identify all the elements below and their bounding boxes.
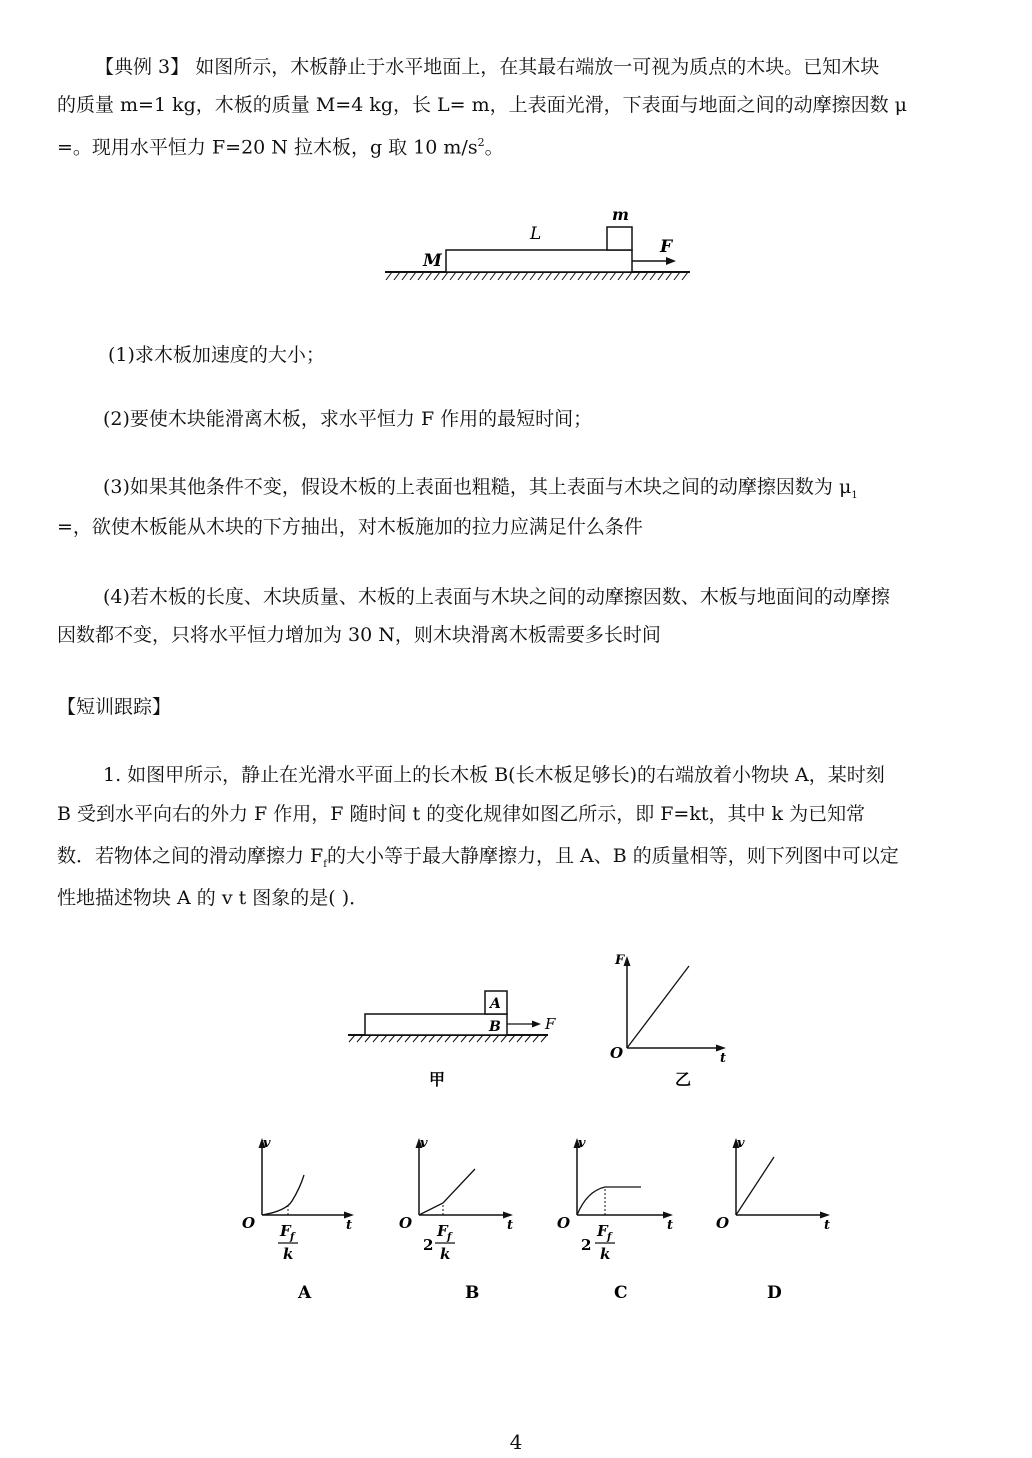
question-3-sub: 1 — [851, 489, 858, 501]
A-mark-sub: f — [290, 1232, 295, 1243]
example-text-3a: =。现用水平恒力 F=20 N 拉木板，g 取 10 m/s — [57, 136, 478, 159]
example-label: 【典例 3】 — [95, 56, 190, 78]
B-mark-sub: f — [447, 1232, 452, 1243]
example-line-1 — [57, 48, 977, 86]
question-1: (1)求木板加速度的大小； — [108, 344, 325, 366]
option-B-graph — [395, 1133, 525, 1308]
A-mark-num: F — [280, 1222, 291, 1240]
yi-caption: 乙 — [675, 1070, 692, 1089]
D-v-line — [736, 1157, 774, 1215]
training-line-4: 性地描述物块 A 的 v t 图象的是( )． — [57, 887, 369, 909]
C-mark-sub: f — [607, 1232, 612, 1243]
wooden-block — [607, 227, 632, 250]
yi-y-arrow — [624, 956, 631, 966]
yi-label-t: t — [720, 1051, 727, 1066]
question-4-line-1 — [57, 578, 977, 616]
yi-F-line — [627, 966, 689, 1048]
D-label-v: v — [737, 1136, 745, 1151]
D-label-O: O — [716, 1214, 730, 1232]
label-L: L — [530, 224, 542, 244]
training-text-1: 1. 如图甲所示，静止在光滑水平面上的长木板 B(长木板足够长)的右端放着小物块 A，某时刻 — [103, 764, 885, 786]
D-option-letter: D — [767, 1283, 782, 1303]
label-m: m — [612, 205, 629, 224]
force-arrow-head — [666, 257, 676, 265]
label-M: M — [423, 251, 442, 271]
ground-hatch — [386, 272, 688, 280]
board-figure — [380, 200, 700, 295]
jia-label-A: A — [490, 996, 501, 1012]
training-text-3b: 的大小等于最大静摩擦力，且 A、B 的质量相等，则下列图中可以定 — [326, 845, 899, 867]
A-option-letter: A — [298, 1283, 312, 1303]
B-mark-num: F — [437, 1222, 448, 1240]
B-v-line — [419, 1169, 475, 1215]
jia-force-arrow-head — [532, 1021, 541, 1028]
C-label-v: v — [578, 1136, 586, 1151]
A-label-v: v — [263, 1136, 271, 1151]
example-text-3b: 。 — [484, 136, 504, 159]
yi-label-O: O — [610, 1044, 624, 1062]
C-mark-den: k — [600, 1245, 611, 1263]
question-3-text: (3)如果其他条件不变，假设木板的上表面也粗糙，其上表面与木块之间的动摩擦因数为 μ — [103, 476, 852, 498]
B-label-t: t — [507, 1218, 514, 1233]
option-A-graph — [238, 1133, 368, 1308]
example-line-2: 的质量 m=1 kg，木板的质量 M=4 kg，长 L= m，上表面光滑，下表面与地面之间的动摩擦因数 μ — [57, 94, 908, 116]
C-label-t: t — [667, 1218, 674, 1233]
training-line-1 — [57, 756, 977, 794]
A-label-O: O — [242, 1214, 256, 1232]
option-D-graph — [712, 1133, 842, 1308]
D-label-t: t — [824, 1218, 831, 1233]
option-C-graph — [553, 1133, 688, 1308]
B-label-v: v — [420, 1136, 428, 1151]
question-3-line-2: =，欲使木板能从木块的下方抽出，对木板施加的拉力应满足什么条件 — [57, 516, 643, 538]
A-label-t: t — [346, 1218, 353, 1233]
training-line-3 — [57, 837, 977, 884]
B-mark-den: k — [440, 1245, 451, 1263]
A-v-curve — [262, 1175, 304, 1215]
example-text-1: 如图所示，木板静止于水平地面上，在其最右端放一可视为质点的木块。已知木块 — [195, 56, 880, 78]
A-mark-den: k — [283, 1245, 294, 1263]
jia-caption: 甲 — [429, 1070, 446, 1089]
B-mark-coef: 2 — [423, 1236, 434, 1254]
B-label-O: O — [399, 1214, 413, 1232]
example-line-3 — [57, 124, 977, 166]
C-v-curve — [577, 1187, 641, 1215]
training-text-3-sub: f — [323, 858, 327, 870]
yi-label-F: F — [615, 953, 625, 968]
training-line-2: B 受到水平向右的外力 F 作用，F 随时间 t 的变化规律如图乙所示，即 F=kt，其中 k 为已知常 — [57, 803, 866, 825]
example-text-3-sup: 2 — [477, 136, 485, 149]
question-2: (2)要使木块能滑离木板，求水平恒力 F 作用的最短时间； — [103, 408, 593, 430]
jia-label-F: F — [545, 1015, 556, 1033]
figure-jia — [345, 983, 565, 1093]
jia-label-B: B — [489, 1019, 501, 1035]
label-F: F — [660, 237, 673, 257]
jia-ground-hatch — [349, 1035, 547, 1042]
C-label-O: O — [557, 1214, 571, 1232]
question-4-text: (4)若木板的长度、木块质量、木板的上表面与木块之间的动摩擦因数、木板与地面间的动摩擦 — [103, 586, 890, 608]
C-option-letter: C — [614, 1283, 628, 1303]
wooden-board — [446, 250, 632, 272]
C-mark-num: F — [597, 1222, 608, 1240]
board-B — [365, 1014, 507, 1035]
figure-yi — [605, 948, 740, 1093]
question-4-line-2: 因数都不变，只将水平恒力增加为 30 N，则木块滑离木板需要多长时间 — [57, 624, 661, 646]
training-text-3a: 数．若物体之间的滑动摩擦力 F — [57, 845, 324, 867]
page-number: 4 — [509, 1430, 523, 1454]
C-mark-coef: 2 — [581, 1236, 592, 1254]
B-option-letter: B — [465, 1283, 480, 1303]
training-heading: 【短训跟踪】 — [57, 696, 172, 718]
